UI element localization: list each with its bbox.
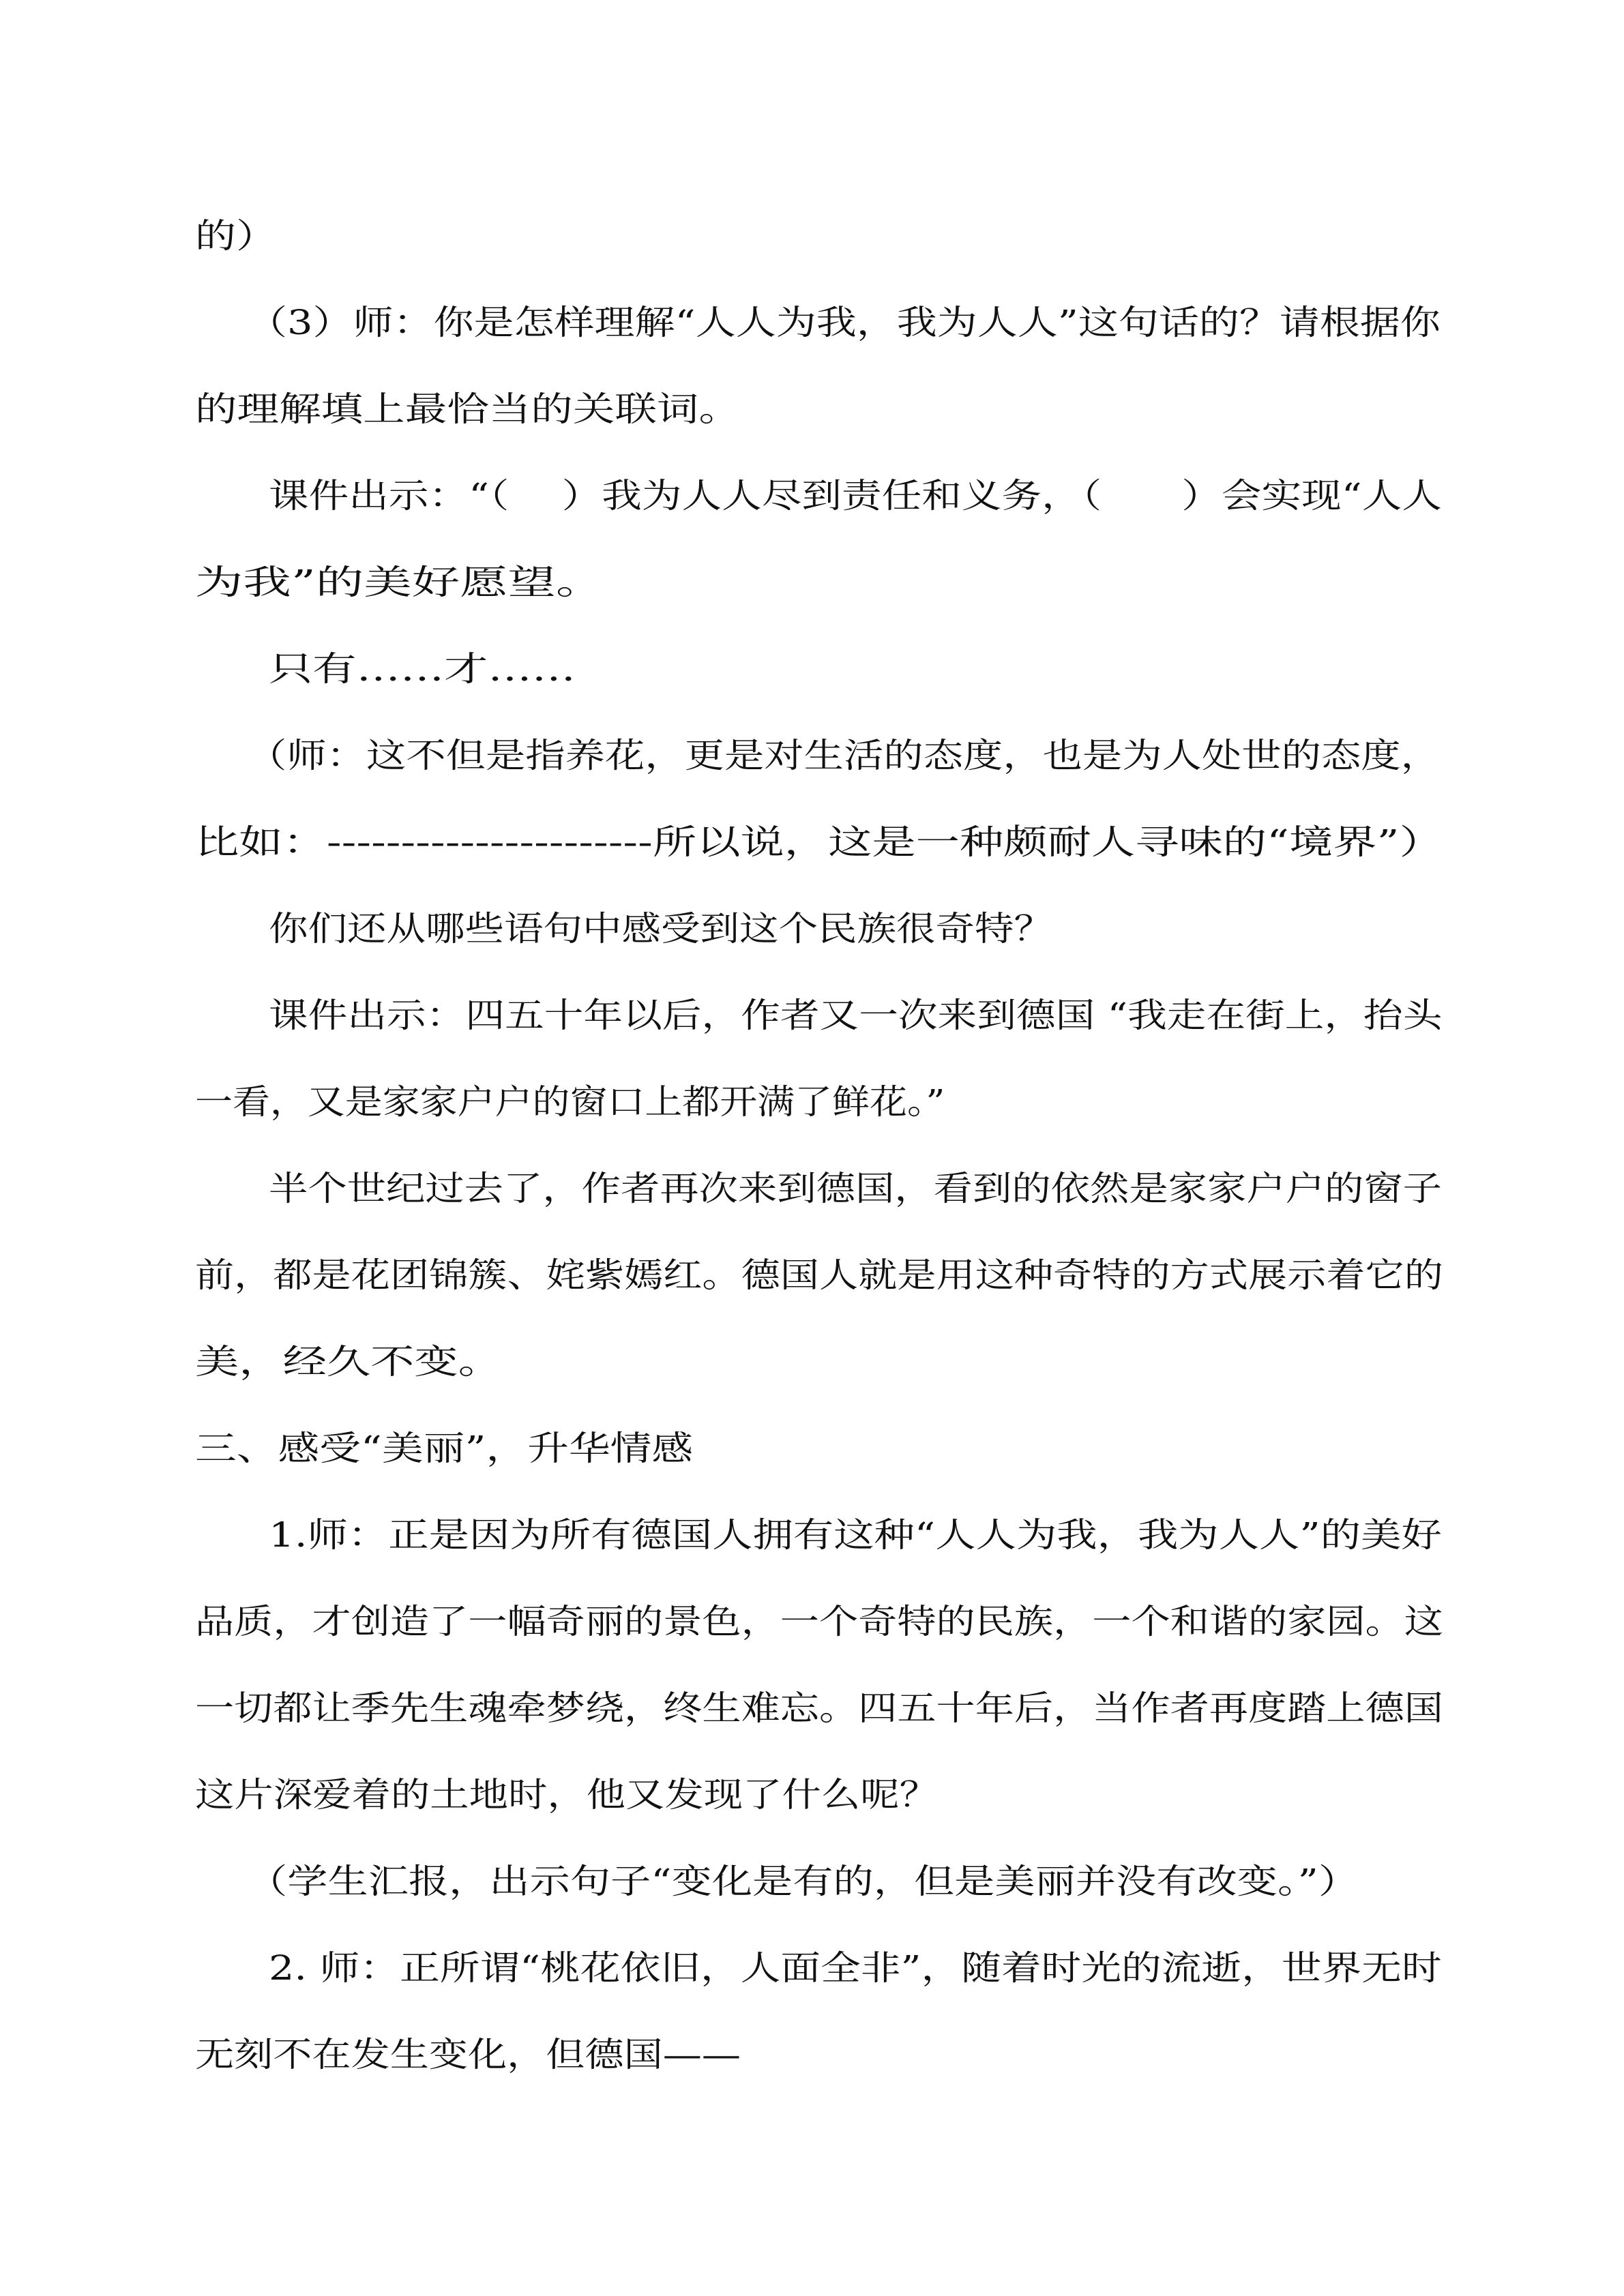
- text-line-19: 这片深爱着的土地时，他又发现了什么呢？: [195, 1775, 939, 1815]
- text-line-8: 比如：----------------------所以说，这是一种颇耐人寻味的“境界”）: [195, 822, 1443, 862]
- text-line-1: 的）: [195, 216, 277, 256]
- text-line-7: （师：这不但是指养花，更是对生活的态度，也是为人处世的态度，: [247, 736, 1441, 775]
- text-line-21: 2. 师：正所谓“桃花依旧，人面全非”，随着时光的流逝，世界无时: [269, 1948, 1442, 1988]
- text-line-12: 半个世纪过去了，作者再次来到德国，看到的依然是家家户户的窗子: [269, 1169, 1442, 1208]
- text-line-14: 美，经久不变。: [195, 1342, 502, 1382]
- text-line-16: 1.师：正是因为所有德国人拥有这种“人人为我，我为人人”的美好: [269, 1515, 1442, 1555]
- section-heading: 三、感受“美丽”，升华情感: [195, 1429, 694, 1468]
- text-line-3: 的理解填上最恰当的关联词。: [195, 389, 741, 429]
- text-line-17: 品质，才创造了一幅奇丽的景色，一个奇特的民族，一个和谐的家园。这: [195, 1602, 1443, 1641]
- text-line-5: 为我”的美好愿望。: [195, 563, 604, 602]
- text-line-11: 一看，又是家家户户的窗口上都开满了鲜花。”: [195, 1082, 945, 1122]
- text-line-20: （学生汇报，出示句子“变化是有的，但是美丽并没有改变。”）: [247, 1862, 1359, 1901]
- text-line-9: 你们还从哪些语句中感受到这个民族很奇特？: [269, 909, 1053, 949]
- text-line-6: 只有……才……: [269, 649, 576, 689]
- text-line-13: 前，都是花团锦簇、姹紫嫣红。德国人就是用这种奇特的方式展示着它的: [195, 1255, 1443, 1295]
- text-line-18: 一切都让季先生魂牵梦绕，终生难忘。四五十年后，当作者再度踏上德国: [195, 1688, 1443, 1728]
- text-line-10: 课件出示：四五十年以后，作者又一次来到德国 “我走在街上，抬头: [269, 996, 1443, 1035]
- text-line-22: 无刻不在发生变化，但德国——: [195, 2035, 741, 2074]
- text-line-4: 课件出示：“（ ）我为人人尽到责任和义务，（ ）会实现“人人: [269, 476, 1443, 516]
- text-line-2: （3）师：你是怎样理解“人人为我，我为人人”这句话的？请根据你: [247, 303, 1441, 342]
